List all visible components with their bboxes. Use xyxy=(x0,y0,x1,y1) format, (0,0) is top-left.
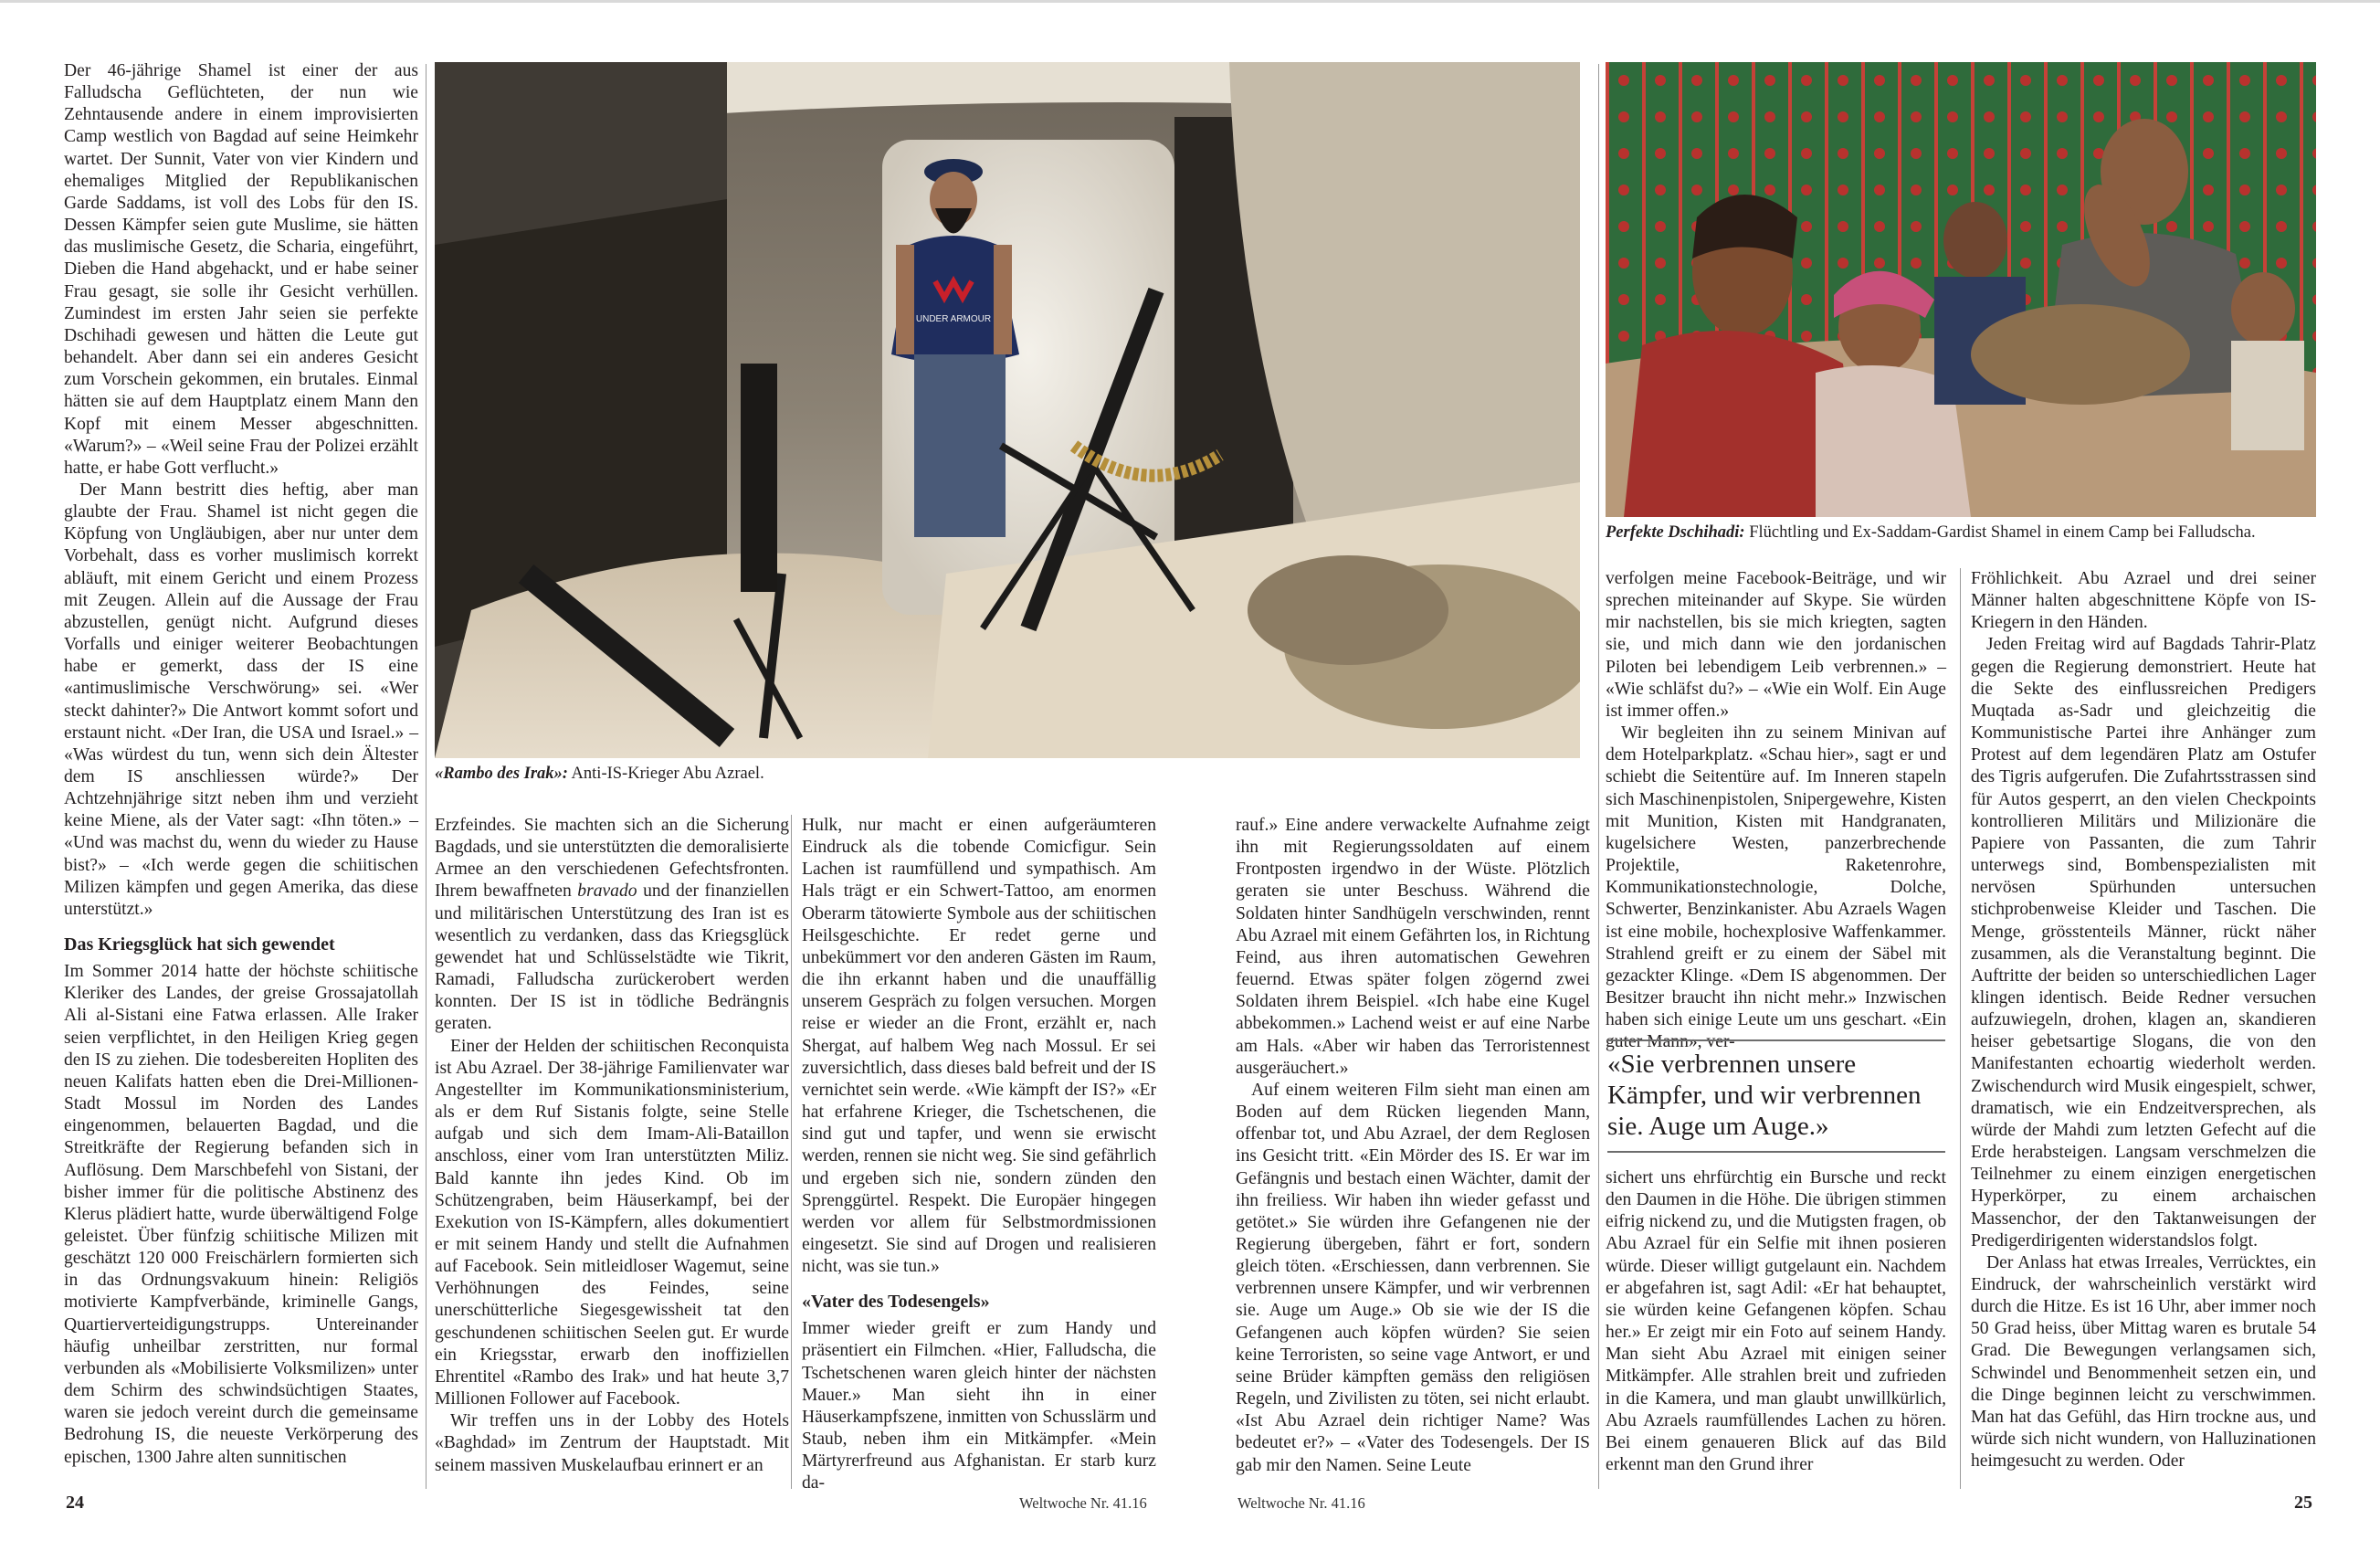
caption-label: «Rambo des Irak»: xyxy=(435,765,568,783)
caption-text: Flüchtling und Ex-Saddam-Gardist Shamel in einem Camp bei Falludscha. xyxy=(1744,523,2256,542)
paragraph: Wir begleiten ihn zu seinem Minivan auf dem Hotelparkplatz. «Schau hier», sagt er und schiebt die Seitentüre auf. Im Inneren stapeln sich Maschinenpistolen, Snipergewehre, Kisten mit Munition, Kisten mit Handgranaten, kugelsichere Westen, panzerbrechende Projektile, Raketenrohre, Kommunikationstechnologie, Dolche, Schwerter, Benzinkanister. Abu Azraels Wagen ist eine mobile, hochexplosive Waffenkammer. Strahlend greift er zu einem der Säbel mit gezackter Klinge. «Dem IS abgenommen. Der Besitzer braucht ihn nicht mehr.» Inzwischen haben sich einige Leute um uns geschart. «Ein guter Mann», ver- xyxy=(1606,723,1946,1052)
photo-rambo-des-irak xyxy=(435,62,1580,758)
italic-term: bravado xyxy=(577,881,637,902)
paragraph: Hulk, nur macht er einen aufgeräumteren Eindruck als die tobende Comicfigur. Sein Lachen ist raumfüllend und sympathisch. Am Hals trägt er ein Schwert-Tattoo, am enormen Oberarm tätowierte Symbole aus der schiitischen Heilsgeschichte. Er redet gerne und unbekümmert vor den anderen Gästen im Raum, die ihn erkannt haben und die unauffällig unserem Gespräch zu folgen versuchen. Morgen reise er wieder an die Front, erzählt er, nach Shergat, auf halbem Weg nach Mossul. Er sei zuversichtlich, dass dieses bald befreit und der IS vernichtet sein werde. «Wie kämpft der IS?» «Er hat erfahrene Krieger, die Tschetschenen, die sind gut und tapfer, und wenn sie erwischt werden, rennen sie nicht weg. Sie sind gefährlich und ergeben sich nie, sondern zünden den Sprenggürtel. Respekt. Die Europäer hingegen werden vor allem für Selbstmordmissionen eingesetzt. Sie sind auf Drogen und realisieren nicht, was sie tun.» xyxy=(802,816,1156,1277)
column-divider xyxy=(426,64,427,1489)
subheading: Das Kriegsglück hat sich gewendet xyxy=(64,934,335,955)
paragraph: sichert uns ehrfürchtig ein Bursche und reckt den Daumen in die Höhe. Die übrigen stimmen eifrig nickend zu, und die Mutigsten fragen, ob Abu Azrael für ein Selfie mit ihnen posieren würde. Dieser willigt gutgelaunt ein. Nachdem er abgefahren ist, sagt Adil: «Er hat behauptet, sie würden keine Gefangenen köpfen. Schau her.» Er zeigt mir ein Foto auf seinem Handy. Man sieht Abu Azrael mit einigen seiner Mitkämpfer. Alle strahlen breit und zufrieden in die Kamera, und man glaubt unwillkürlich, Abu Azraels raumfüllendes Lachen zu hören. Bei einem genaueren Blick auf das Bild erkennt man den Grund ihrer xyxy=(1606,1168,1946,1475)
paragraph: rauf.» Eine andere verwackelte Aufnahme zeigt ihn mit Regierungssoldaten auf einem Frontposten irgendwo in der Wüste. Plötzlich geraten sie unter Beschuss. Während die Soldaten hinter Sandhügeln verschwinden, rennt Abu Azrael mit einem Gefährten los, in Richtung Feind, aus ihren automatischen Gewehren feuernd. Etwas später folgen zögernd zwei Soldaten ihrem Beispiel. «Ich habe eine Kugel abbekommen.» Lachend weist er auf eine Narbe am Hals. «Aber wir haben das Terroristennest ausgeräuchert.» xyxy=(1236,816,1590,1078)
column-divider xyxy=(1960,568,1961,1489)
photo-perfekte-dschihadi xyxy=(1606,62,2316,517)
column-5-continued xyxy=(1606,1167,1946,1476)
refugee-tent-photo xyxy=(1606,62,2316,517)
shirt-logo-text: UNDER ARMOUR xyxy=(915,314,992,324)
column-3 xyxy=(802,815,1156,1495)
subheading: «Vater des Todesengels» xyxy=(802,1292,990,1313)
column-divider xyxy=(791,815,792,1489)
column-1 xyxy=(64,60,418,1469)
paragraph: Jeden Freitag wird auf Bagdads Tahrir-Platz gegen die Regierung demonstriert. Heute hat die Sekte des einflussreichen Predigers Muqtada as-Sadr und gleichzeitig die Kommunistische Partei ihre Anhänger zum Protest auf dem legendären Platz am Ostufer des Tigris aufgerufen. Die Zufahrtsstrassen sind für Autos gesperrt, an den vielen Checkpoints kontrollieren Militärs und Milizionäre die Papiere von Passanten, die zum Tahrir unterwegs sind, Bombenspezialisten mit nervösen Spürhunden untersuchen stichprobenweise Kleider und Taschen. Die Menge, grösstenteils Männer, rückt näher zusammen, als die Veranstaltung beginnt. Die Auftritte der beiden so unterschiedlichen Lager klingen identisch. Beide Redner versuchen aufzuwiegeln, drohen, klagen an, skandieren heiser gebetsartige Slogans, die von den Manifestanten echoartig wiederholt werden. Zwischendurch wird Musik eingespielt, schwer, dramatisch, wie ein Endzeitversprechen, als würde der Mahdi zum letzten Gefecht auf die Erde herabsteigen. Langsam verschmelzen die Teilnehmer zu einem einzigen energetischen Hyperkörper, zu einem archaischen Massenchor, der den Taktanweisungen der Predigerdirigenten widerstandslos folgt. xyxy=(1971,635,2316,1250)
photo-caption-right xyxy=(1606,522,2256,543)
caption-label: Perfekte Dschihadi: xyxy=(1606,523,1745,542)
photo-caption-left xyxy=(435,764,764,784)
paragraph: Einer der Helden der schiitischen Reconquista ist Abu Azrael. Der 38-jährige Familienvater war Angestellter im Kommunikationsministerium, als er dem Ruf Sistanis folgte, seine Stelle aufgab und sich dem Imam-Ali-Bataillon anschloss, einer vom Iran unterstützten Miliz. Bald kannte ihn jedes Kind. Ob im Schützengraben, beim Häuserkampf, bei der Exekution von IS-Kämpfern, alles dokumentiert er mit seinem Handy und stellt die Aufnahmen auf Facebook. Sein mitleidloser Wagemut, seine Verhöhnungen des Feindes, seine unerschütterliche Siegesgewissheit tat den geschundenen schiitischen Seelen gut. Er wurde ein Kriegsstar, erwarb den inoffiziellen Ehrentitel «Rambo des Irak» und hat heute 3,7 Millionen Follower auf Facebook. xyxy=(435,1036,789,1409)
paragraph: Immer wieder greift er zum Handy und präsentiert ein Filmchen. «Hier, Falludscha, die Tschetschenen waren gleich hinter der nächsten Mauer.» Man sieht ihn in einer Häuserkampfszene, inmitten von Schusslärm und Staub, neben ihm ein Mitkämpfer. «Mein Märtyrerfreund aus Afghanistan. Er starb kurz da- xyxy=(802,1319,1156,1493)
page-number-left: 24 xyxy=(66,1493,84,1513)
van-interior-photo xyxy=(435,62,1580,758)
paragraph: verfolgen meine Facebook-Beiträge, und wir sprechen miteinander auf Skype. Sie würden mir nachstellen, bis sie mich kriegten, sagten sie, und mich dann wie den jordanischen Piloten bei lebendigem Leib verbrennen.» – «Wie schläfst du?» – «Wie ein Wolf. Ein Auge ist immer offen.» xyxy=(1606,569,1946,721)
paragraph: Auf einem weiteren Film sieht man einen am Boden auf dem Rücken liegenden Mann, offenbar tot, und Abu Azrael, der dem Reglosen ins Gesicht tritt. «Ein Mörder des IS. Er war im Gefängnis und bestach einen Wächter, damit der ihn freiliess. Wir haben ihn wieder gefasst und getötet.» Sie würden ihre Gefangenen nie der Regierung übergeben, fährt er fort, sondern gleich töten. «Erschiessen, dann verbrennen. Sie verbrennen unsere Kämpfer, und wir verbrennen sie. Auge um Auge.» Ob sie wie der IS die Gefangenen auch köpfen würden? Sie seien keine Terroristen, so seine vage Antwort, er und seine Brüder kämpften gemäss den religiösen Regeln, und Zivilisten zu töten, sei nicht erlaubt. «Ist Abu Azrael dein richtiger Name? Was bedeutet er?» – «Vater des Todesengels. Der IS gab mir den Namen. Seine Leute xyxy=(1236,1080,1590,1475)
paragraph: Der Anlass hat etwas Irreales, Verrücktes, ein Eindruck, der wahrscheinlich verstärkt wird durch die Hitze. Es ist 16 Uhr, aber immer noch 50 Grad heiss, über Mittag waren es brutale 54 Grad. Die Bewegungen verlangsamen sich, Schwindel und Benommenheit setzen ein, und die Dinge beginnen leicht zu verschwimmen. Man hat das Gefühl, das Hirn trockne aus, und würde sich nicht wundern, von Halluzinationen heimgesucht zu werden. Oder xyxy=(1971,1252,2316,1472)
column-6 xyxy=(1971,568,2316,1472)
page-top-edge xyxy=(0,0,2380,3)
paragraph: Der 46-jährige Shamel ist einer der aus Falludscha Geflüchteten, der nun wie Zehntausende andere in einem improvisierten Camp westlich von Bagdad auf seine Heimkehr wartet. Der Sunnit, Vater von vier Kindern und ehemaliges Mitglied der Republikanischen Garde Saddams, ist voll des Lobs für den IS. Dessen Kämpfer seien gute Muslime, sie hätten das muslimische Gesetz, die Scharia, eingeführt, Dieben die Hand abgehackt, und er habe seiner Frau gesagt, sie solle ihr Gesicht verhüllen. Zumindest im ersten Jahr seien sie perfekte Dschihadi gewesen und hätten die Leute gut behandelt. Aber dann sei ein anderes Gesicht zum Vorschein gekommen, ein brutales. Einmal hätten sie auf dem Hauptplatz einem Mann den Kopf mit einem Messer abgeschnitten. «Warum?» – «Weil seine Frau der Polizei erzählt hatte, er habe Gott verflucht.» xyxy=(64,61,418,478)
text-run: Erzfeindes. Sie machten sich an die Sicherung Bagdads, und sie unterstützten die demoralisierte Armee an den verschiedenen Gefechtsfronten. Ihrem bewaffneten xyxy=(435,816,789,902)
pull-quote: «Sie verbrennen unsere Kämpfer, und wir verbrennen sie. Auge um Auge.» xyxy=(1607,1039,1945,1153)
text-run: und der finanziellen und militärischen Unterstützung des Iran ist es wesentlich zu verdanken, dass das Kriegsglück gewendet hat und Schlüsselstädte wie Tikrit, Ramadi, Falludscha zurückerobert werden konnten. Der IS ist in tödliche Bedrängnis geraten. xyxy=(435,881,789,1034)
paragraph xyxy=(435,815,789,1036)
paragraph: Der Mann bestritt dies heftig, aber man glaubte der Frau. Shamel ist nicht gegen die Köpfung von Ungläubigen, aber nur unter dem Vorbehalt, dass es vorher muslimisch korrekt abläuft, mit einem Gericht und einem Prozess mit Zeugen. Allein auf die Aussage der Frau abzustellen, genügt nicht. Aufgrund dieses Vorfalls und einiger weiterer Beobachtungen habe er gemerkt, dass der IS eine «antimuslimische Verschwörung» sei. «Wer steckt dahinter?» Die Antwort kommt sofort und erstaunt nicht. «Der Iran, die USA und Israel.» – «Was würdest du tun, wenn sich dein Ältester dem IS anschliessen würde?» Der Achtzehnjährige sitzt neben ihm und verzieht keine Miene, als der Vater sagt: «Ihn töten.» – «Und was machst du, wenn du wieder zu Hause bist?» – «Ich werde gegen die schiitischen Milizen kämpfen und gegen Amerika, das diese unterstützt.» xyxy=(64,480,418,919)
column-4 xyxy=(1236,815,1590,1477)
paragraph: Fröhlichkeit. Abu Azrael und drei seiner Männer halten abgeschnittene Köpfe von IS-Kriegern in den Händen. xyxy=(1971,569,2316,633)
column-5 xyxy=(1606,568,1946,1053)
column-divider xyxy=(1598,64,1599,1489)
column-2 xyxy=(435,815,789,1477)
magazine-footer-right: Weltwoche Nr. 41.16 xyxy=(1237,1494,1365,1512)
caption-text: Anti-IS-Krieger Abu Azrael. xyxy=(567,765,764,783)
page-number-right: 25 xyxy=(2294,1493,2312,1513)
paragraph: Im Sommer 2014 hatte der höchste schiitische Kleriker des Landes, der greise Grossajatollah Ali al-Sistani eine Fatwa erlassen. Alle Iraker seien verpflichtet, in den Heiligen Krieg gegen den IS zu ziehen. Die todesbereiten Hopliten des neuen Kalifats hatten eben die Drei-Millionen-Stadt Mossul im Norden des Landes eingenommen, belauerten Bagdad, und die Streitkräfte der Regierung befanden sich in Auflösung. Dem Marschbefehl von Sistani, der bisher immer für die politische Abstinenz des Klerus plädiert hatte, wurde überwältigend Folge geleistet. Über fünfzig schiitische Milizen mit geschätzt 120 000 Freischärlern formierten sich in das Ordnungsvakuum hinein: Religiös motivierte Kampfverbände, kriminelle Gangs, Quartierverteidigungstrupps. Untereinander häufig unheilbar zerstritten, nur formal verbunden als «Mobilisierte Volksmilizen» unter dem Schirm des schwindsüchtigen Staates, waren sie jedoch vereint durch die gemeinsame Bedrohung IS, die neueste Verkörperung des epischen, 1300 Jahre alten sunnitischen xyxy=(64,962,418,1467)
magazine-footer-left: Weltwoche Nr. 41.16 xyxy=(1019,1494,1147,1512)
paragraph: Wir treffen uns in der Lobby des Hotels «Baghdad» im Zentrum der Hauptstadt. Mit seinem massiven Muskelaufbau erinnert er an xyxy=(435,1411,789,1475)
